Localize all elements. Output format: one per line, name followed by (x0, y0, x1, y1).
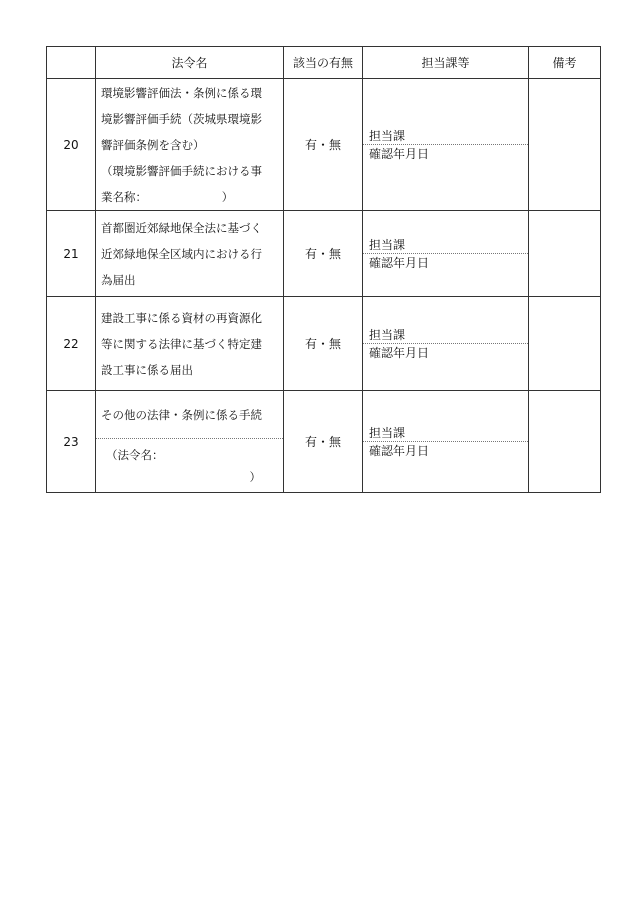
applicable-cell: 有・無 (284, 297, 363, 391)
header-department: 担当課等 (363, 47, 529, 79)
row-number: 23 (47, 391, 96, 493)
law-name-entry (96, 439, 283, 492)
law-name-line: （環境影響評価手続における事 (101, 163, 262, 178)
table-row (47, 297, 601, 391)
law-name-cell (96, 391, 284, 493)
department-label: 担当課 (363, 127, 528, 145)
confirm-date-label: 確認年月日 (369, 346, 430, 360)
confirm-date-label: 確認年月日 (369, 444, 430, 458)
law-name-cell (96, 79, 284, 211)
law-name-line: 近郊緑地保全区域内における行 (101, 246, 262, 261)
law-name-line: 業名称： ） (101, 189, 234, 204)
law-name-line: 環境影響評価法・条例に係る環 (101, 85, 262, 100)
remarks-cell (529, 297, 601, 391)
department-label: 担当課 (363, 236, 528, 254)
department-label: 担当課 (363, 326, 528, 344)
applicable-cell: 有・無 (284, 211, 363, 297)
header-remarks: 備考 (529, 47, 601, 79)
remarks-cell (529, 211, 601, 297)
law-name-cell (96, 211, 284, 297)
law-name-close: ） (249, 470, 261, 484)
department-cell (363, 297, 529, 391)
confirm-date-label: 確認年月日 (369, 256, 430, 270)
row-number: 21 (47, 211, 96, 297)
law-name-line: その他の法律・条例に係る手続 (96, 391, 283, 439)
table-row (47, 79, 601, 211)
row-number: 22 (47, 297, 96, 391)
law-procedure-table (46, 46, 601, 493)
law-name-line: 響評価条例を含む） (101, 137, 205, 152)
header-applicable: 該当の有無 (284, 47, 363, 79)
table-row (47, 211, 601, 297)
law-name-line: 境影響評価手続（茨城県環境影 (101, 111, 262, 126)
header-law-name: 法令名 (96, 47, 284, 79)
law-name-cell (96, 297, 284, 391)
remarks-cell (529, 391, 601, 493)
department-label: 担当課 (363, 424, 528, 442)
header-number-cell (47, 47, 96, 79)
department-cell (363, 211, 529, 297)
law-name-line: 首都圏近郊緑地保全法に基づく (101, 220, 262, 235)
law-name-line: 為届出 (101, 272, 136, 287)
law-name-line: 建設工事に係る資材の再資源化 (101, 310, 262, 325)
law-name-line: 設工事に係る届出 (101, 362, 193, 377)
table-header-row (47, 47, 601, 79)
table-row (47, 391, 601, 493)
row-number: 20 (47, 79, 96, 211)
applicable-cell: 有・無 (284, 391, 363, 493)
law-name-line: 等に関する法律に基づく特定建 (101, 336, 262, 351)
applicable-cell: 有・無 (284, 79, 363, 211)
department-cell (363, 391, 529, 493)
law-name-open: （法令名： (106, 448, 164, 462)
confirm-date-label: 確認年月日 (369, 147, 430, 161)
department-cell (363, 79, 529, 211)
remarks-cell (529, 79, 601, 211)
